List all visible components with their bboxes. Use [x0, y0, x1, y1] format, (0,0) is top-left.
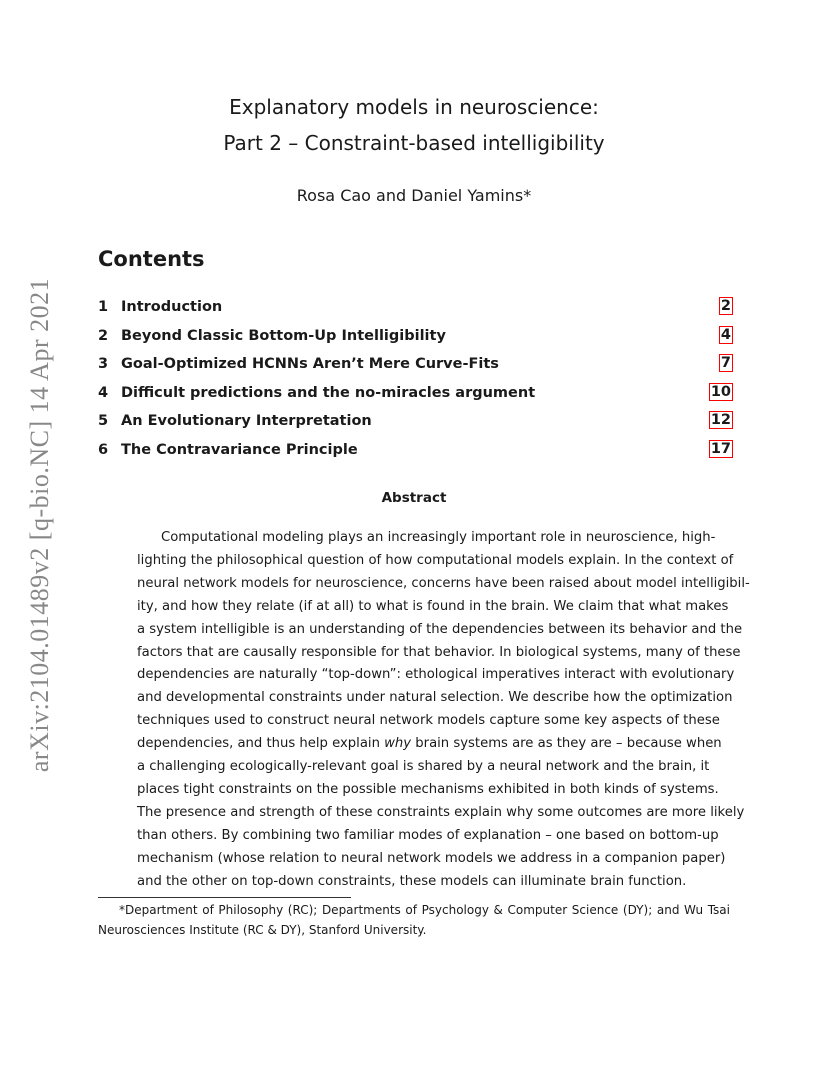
toc-entry-number: 5 — [98, 413, 109, 429]
toc-entry-title[interactable]: Beyond Classic Bottom-Up Intelligibility — [121, 327, 446, 344]
table-of-contents — [98, 296, 733, 467]
abstract-line: factors that are causally responsible for that behavior. In biological systems, many of these — [137, 644, 741, 660]
paper-authors: Rosa Cao and Daniel Yamins* — [296, 186, 532, 205]
toc-entry[interactable] — [98, 382, 733, 411]
contents-heading: Contents — [98, 247, 205, 271]
footnote-line: *Department of Philosophy (RC); Departments of Psychology & Computer Science (DY); and Wu Tsai — [119, 903, 730, 917]
toc-entry-title[interactable]: The Contravariance Principle — [121, 441, 358, 458]
footnote-line: Neurosciences Institute (RC & DY), Stanford University. — [98, 922, 427, 937]
toc-page-link[interactable]: 4 — [720, 326, 731, 343]
abstract-line: The presence and strength of these constraints explain why some outcomes are more likely — [137, 804, 745, 820]
toc-page-link[interactable]: 12 — [710, 412, 731, 428]
abstract-line: a system intelligible is an understanding of the dependencies between its behavior and the — [137, 621, 743, 637]
affiliation-footnote — [98, 901, 730, 940]
toc-entry[interactable] — [98, 439, 733, 468]
footnote-divider — [98, 897, 351, 898]
arxiv-identifier-stamp — [20, 265, 60, 785]
paper-title-line-2: Part 2 – Constraint-based intelligibility — [223, 131, 605, 155]
paper-title-line-1: Explanatory models in neuroscience: — [229, 95, 599, 119]
toc-entry-number: 2 — [98, 327, 109, 344]
abstract-line: neural network models for neuroscience, concerns have been raised about model intelligibil- — [137, 575, 750, 591]
abstract-line: than others. By combining two familiar modes of explanation – one based on bottom-up — [137, 827, 719, 843]
abstract-line: and developmental constraints under natural selection. We describe how the optimization — [137, 690, 733, 706]
toc-entry[interactable] — [98, 353, 733, 382]
toc-entry-number: 4 — [98, 384, 109, 401]
abstract-line: techniques used to construct neural network models capture some key aspects of these — [137, 713, 720, 729]
toc-entry-title[interactable]: Difficult predictions and the no-miracles argument — [121, 384, 536, 401]
abstract-line: and the other on top-down constraints, these models can illuminate brain function. — [137, 873, 687, 889]
abstract-line: a challenging ecologically-relevant goal is shared by a neural network and the brain, it — [137, 759, 710, 775]
toc-entry[interactable] — [98, 325, 733, 354]
toc-entry-title[interactable]: Introduction — [121, 299, 223, 315]
toc-entry-title[interactable]: An Evolutionary Interpretation — [121, 413, 372, 429]
toc-entry-number: 3 — [98, 356, 109, 372]
abstract-line: mechanism (whose relation to neural network models we address in a companion paper) — [137, 850, 726, 866]
toc-page-link[interactable]: 7 — [720, 355, 731, 371]
abstract-line: dependencies, and thus help explain why brain systems are as they are – because when — [137, 736, 722, 752]
abstract-line: places tight constraints on the possible mechanisms exhibited in both kinds of systems. — [137, 781, 719, 797]
abstract-heading: Abstract — [381, 490, 447, 506]
abstract-line: ity, and how they relate (if at all) to what is found in the brain. We claim that what makes — [137, 598, 729, 614]
toc-entry-number: 6 — [98, 441, 109, 458]
abstract-body — [137, 527, 750, 894]
abstract-line: dependencies are naturally “top-down”: ethological imperatives interact with evolutionary — [137, 667, 735, 683]
toc-entry-number: 1 — [98, 299, 109, 315]
toc-entry[interactable] — [98, 410, 733, 439]
toc-page-link[interactable]: 17 — [710, 440, 731, 457]
toc-entry[interactable] — [98, 296, 733, 325]
arxiv-identifier-text: arXiv:2104.01489v2 [q-bio.NC] 14 Apr 2021 — [25, 277, 54, 773]
emphasis-why: why — [384, 736, 412, 752]
toc-entry-title[interactable]: Goal-Optimized HCNNs Aren’t Mere Curve-Fits — [121, 356, 499, 372]
abstract-line: lighting the philosophical question of how computational models explain. In the context of — [137, 552, 734, 568]
abstract-line: Computational modeling plays an increasingly important role in neuroscience, high- — [161, 530, 716, 545]
toc-page-link[interactable]: 10 — [710, 383, 731, 400]
toc-page-link[interactable]: 2 — [720, 298, 731, 314]
